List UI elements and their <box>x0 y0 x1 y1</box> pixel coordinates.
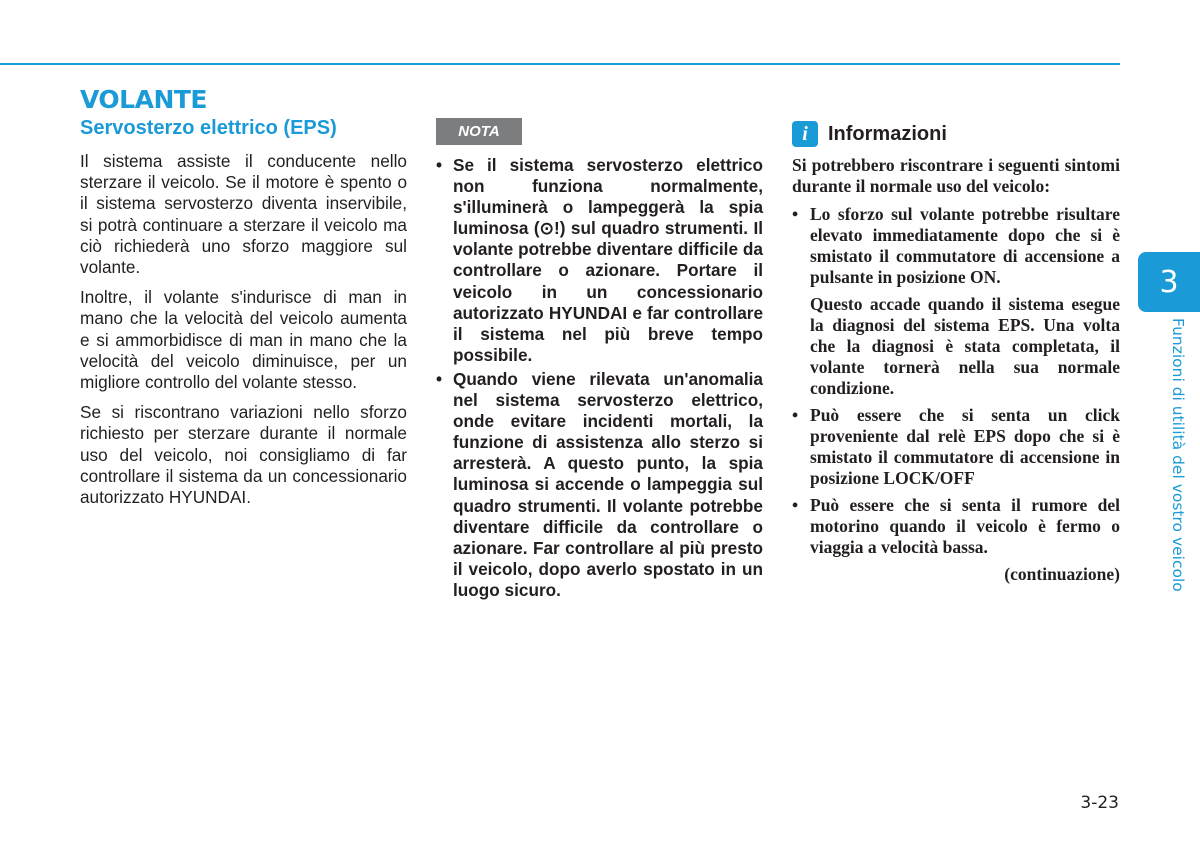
info-item-subtext: Questo accade quando il sistema esegue la diagnosi del sistema EPS. Una volta che la diagnosi è stata completata, il volante tornerà nella sua normale condizione. <box>810 294 1120 398</box>
info-item-text: Può essere che si senta il rumore del motorino quando il veicolo è fermo o viaggia a velocità bassa. <box>810 495 1120 557</box>
info-item-text: Lo sforzo sul volante potrebbe risultare elevato immediatamente dopo che si è smistato il commutatore di accensione a pulsante in posizione ON. <box>810 204 1120 287</box>
info-intro: Si potrebbero riscontrare i seguenti sintomi durante il normale uso del veicolo: <box>792 155 1120 196</box>
note-item: • Se il sistema servosterzo elettrico non funziona normalmente, s'illuminerà o lampeggerà la spia luminosa (⊙!) sul quadro strumenti. Il volante potrebbe diventare difficile da controllare o azionare. Portare il veicolo in un concessionario autorizzato HYUNDAI e far controllare il sistema nel più breve tempo possibile. <box>436 155 763 366</box>
chapter-side-title: Funzioni di utilità del vostro veicolo <box>1169 318 1187 592</box>
body-paragraph: Se si riscontrano variazioni nello sforzo richiesto per sterzare durante il normale uso del veicolo, noi consigliamo di far controllare il sistema da un concessionario autorizzato HYUNDAI. <box>80 402 407 508</box>
info-title: Informazioni <box>828 122 947 145</box>
note-column <box>436 118 763 604</box>
header-rule <box>0 63 1120 65</box>
left-column <box>80 117 407 517</box>
info-item-text: Può essere che si senta un click proveniente dal relè EPS dopo che si è smistato il commutatore di accensione in posizione LOCK/OFF <box>810 405 1120 488</box>
info-icon: i <box>792 121 818 147</box>
body-paragraph: Il sistema assiste il conducente nello sterzare il veicolo. Se il motore è spento o il sistema servosterzo diventa inservibile, si potrà continuare a sterzare il veicolo ma ciò richiederà uno sforzo maggiore sul volante. <box>80 151 407 278</box>
info-header <box>792 121 1120 147</box>
page-number: 3-23 <box>1080 793 1119 813</box>
info-item <box>792 405 1120 489</box>
info-item <box>792 204 1120 399</box>
info-item <box>792 495 1120 558</box>
note-item: • Quando viene rilevata un'anomalia nel sistema servosterzo elettrico, onde evitare incidenti mortali, la funzione di assistenza allo sterzo si arresterà. A questo punto, la spia luminosa si accende o lampeggia sul quadro strumenti. Il volante potrebbe diventare difficile da controllare o azionare. Far controllare al più presto il veicolo, dopo averlo spostato in un luogo sicuro. <box>436 369 763 601</box>
continuation-label: (continuazione) <box>1004 564 1120 584</box>
note-list <box>436 155 763 601</box>
section-title: VOLANTE <box>80 85 207 114</box>
info-list <box>792 204 1120 558</box>
body-paragraph: Inoltre, il volante s'indurisce di man in mano che la velocità del veicolo aumenta e si ammorbidisce di man in mano che la velocità del veicolo diminuisce, per un migliore controllo del volante stesso. <box>80 287 407 393</box>
info-column <box>792 121 1120 585</box>
note-badge: NOTA <box>436 118 522 145</box>
chapter-tab: 3 <box>1138 252 1200 312</box>
subsection-title: Servosterzo elettrico (EPS) <box>80 117 337 139</box>
